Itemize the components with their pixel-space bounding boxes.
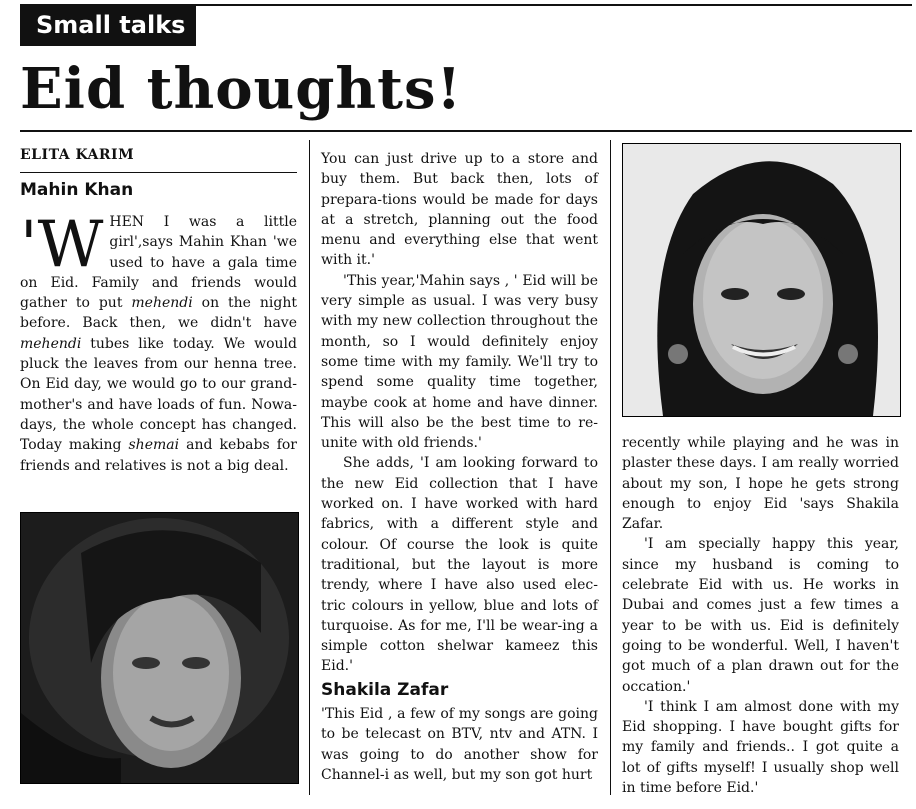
byline-rule bbox=[20, 172, 297, 173]
article-column-3: recently while playing and he was in plaster these days. I am really worried about my son, I hope he gets strong enough to enjoy Eid 'says Shakila Zafar. 'I am specially happy this year, since my husband is coming to celebrate Eid with us. He works in Dubai and comes just a few times a year to be with us. Eid is definitely going to be wonderful. Well, I haven't got much of a plan drawn out for the occation.' 'I think I am almost done with my Eid shopping. I have bought gifts for my family and friends.. I got quite a lot of gifts myself! I usually shop well in time before Eid.' bbox=[622, 435, 899, 797]
headline-rule bbox=[20, 130, 912, 132]
column-divider-2 bbox=[610, 140, 611, 795]
column-divider-1 bbox=[309, 140, 310, 795]
shakila-zafar-photo bbox=[622, 143, 901, 417]
drop-cap: 'W bbox=[20, 208, 104, 282]
article-column-2-continued: 'This Eid , a few of my songs are going to be telecast on BTV, ntv and ATN. I was going to do another show for Channel-i as well, but my son got hurt bbox=[321, 706, 598, 783]
subhead-mahin-khan: Mahin Khan bbox=[20, 180, 134, 200]
section-label: Small talks bbox=[20, 4, 196, 46]
top-rule bbox=[196, 4, 912, 6]
mahin-khan-photo bbox=[20, 512, 299, 784]
article-column-2: You can just drive up to a store and buy them. But back then, lots of prepara-tions would be made for days at a stretch, planning out the food menu and everything else that went with it.' 'This year,'Mahin says , ' Eid will be very simple as usual. I was very busy with my new collection throughout the month, so I would definitely enjoy some time with my family. We'll try to spend some quality time together, maybe cook at home and have dinner. This will also be the best time to re-unite with old friends.' She adds, 'I am looking forward to the new Eid collection that I have worked on. I have worked with hard fabrics, with a different style and colour. Of course the look is quite traditional, but the layout is more trendy, where I have also used elec-tric colours in yellow, blue and lots of turquoise. As for me, I'll be wear-ing a simple cotton shelwar kameez this Eid.' bbox=[321, 151, 598, 675]
byline: ELITA KARIM bbox=[20, 147, 135, 163]
subhead-shakila-zafar: Shakila Zafar bbox=[321, 680, 449, 700]
headline: Eid thoughts! bbox=[20, 56, 463, 122]
article-column-1: 'W HEN I was a little girl',says Mahin Khan 'we used to have a gala time on Eid. Family and friends would gather to put mehendi on the night before. Back then, we didn't have mehendi tubes like today. We would pluck the leaves from our henna tree. On Eid day, we would go to our grand-mother's and have loads of fun. Nowa-days, the whole concept has changed. Today making shemai and kebabs for friends and relatives is not a big deal. bbox=[20, 208, 298, 474]
